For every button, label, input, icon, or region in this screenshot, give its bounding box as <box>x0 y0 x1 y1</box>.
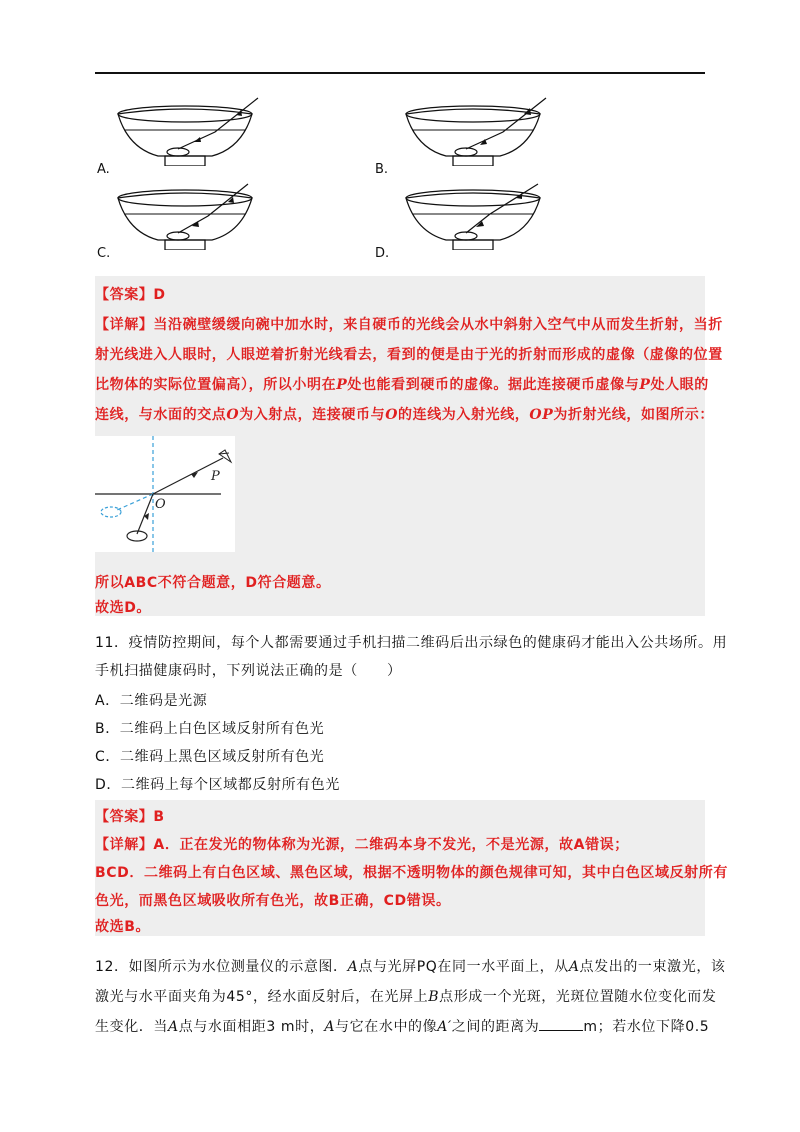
q10-answer-line <box>95 284 166 304</box>
q11-answer-line <box>95 806 165 826</box>
answer-tag: 【答案】 <box>95 809 154 825</box>
answer-tag: 【答案】 <box>95 287 154 303</box>
q11-detail-line-3: 色光，而黑色区域吸收所有色光，故B正确，CD错误。 <box>95 893 451 909</box>
q10-final: 故选D。 <box>95 600 152 616</box>
option-d-label: D. <box>375 246 390 261</box>
detail-tag: 【详解】 <box>95 837 154 853</box>
q11-final: 故选B。 <box>95 919 151 935</box>
answer-value: B <box>153 809 165 825</box>
q10-conclusion: 所以ABC不符合题意，D符合题意。 <box>95 575 331 591</box>
q11-option-a: A．二维码是光源 <box>95 693 208 709</box>
refraction-diagram <box>95 436 235 552</box>
eye-icon <box>219 450 231 462</box>
detail-tag: 【详解】 <box>95 317 154 333</box>
q11-detail-line-1: 【详解】A．正在发光的物体称为光源，二维码本身不发光，不是光源，故A错误； <box>95 837 629 853</box>
q10-detail-line-1: 【详解】当沿碗壁缓缓向碗中加水时，来自硬币的光线会从水中斜射入空气中从而发生折射，当折 <box>95 317 723 333</box>
header-rule <box>95 72 705 74</box>
q11-option-b: B．二维码上白色区域反射所有色光 <box>95 721 325 737</box>
answer-blank[interactable] <box>539 1018 583 1031</box>
q10-detail-line-2: 射光线进入人眼时，人眼逆着折射光线看去，看到的便是由于光的折射而形成的虚像（虚像的位置 <box>95 347 723 363</box>
q11-stem-line-2: 手机扫描健康码时，下列说法正确的是（ ） <box>95 663 402 679</box>
bowl-diagram-b <box>398 96 548 166</box>
q11-detail-line-2: BCD．二维码上有白色区域、黑色区域，根据不透明物体的颜色规律可知，其中白色区域反射所有 <box>95 865 728 881</box>
bowl-diagram-a <box>110 96 260 166</box>
q12-stem-line-2: 激光与水平面夹角为45°，经水面反射后，在光屏上B点形成一个光斑，光斑位置随水位变化而发 <box>95 989 717 1005</box>
q11-stem-line-1: 11．疫情防控期间，每个人都需要通过手机扫描二维码后出示绿色的健康码才能出入公共场所。用 <box>95 635 728 651</box>
option-c-label: C. <box>97 246 111 261</box>
q10-detail-line-4: 连线，与水面的交点O为入射点，连接硬币与O的连线为入射光线，OP为折射光线，如图所示： <box>95 407 714 423</box>
q11-option-c: C．二维码上黑色区域反射所有色光 <box>95 749 325 765</box>
option-a-label: A. <box>97 162 110 177</box>
q12-stem-line-1: 12．如图所示为水位测量仪的示意图．A点与光屏PQ在同一水平面上，从A点发出的一束激光，该 <box>95 959 726 975</box>
q10-detail-line-3: 比物体的实际位置偏高），所以小明在P处也能看到硬币的虚像。据此连接硬币虚像与P处人眼的 <box>95 377 709 393</box>
diagram-label-o: O <box>155 497 166 512</box>
bowl-diagram-c <box>110 180 260 250</box>
q11-option-d: D．二维码上每个区域都反射所有色光 <box>95 777 340 793</box>
q12-stem-line-3: 生变化．当A点与水面相距3 m时，A与它在水中的像A′之间的距离为 m；若水位下降0.5 <box>95 1019 710 1035</box>
option-b-label: B. <box>375 162 389 177</box>
bowl-diagram-d <box>398 180 548 250</box>
diagram-label-p: P <box>211 469 220 484</box>
answer-value: D <box>153 287 166 303</box>
